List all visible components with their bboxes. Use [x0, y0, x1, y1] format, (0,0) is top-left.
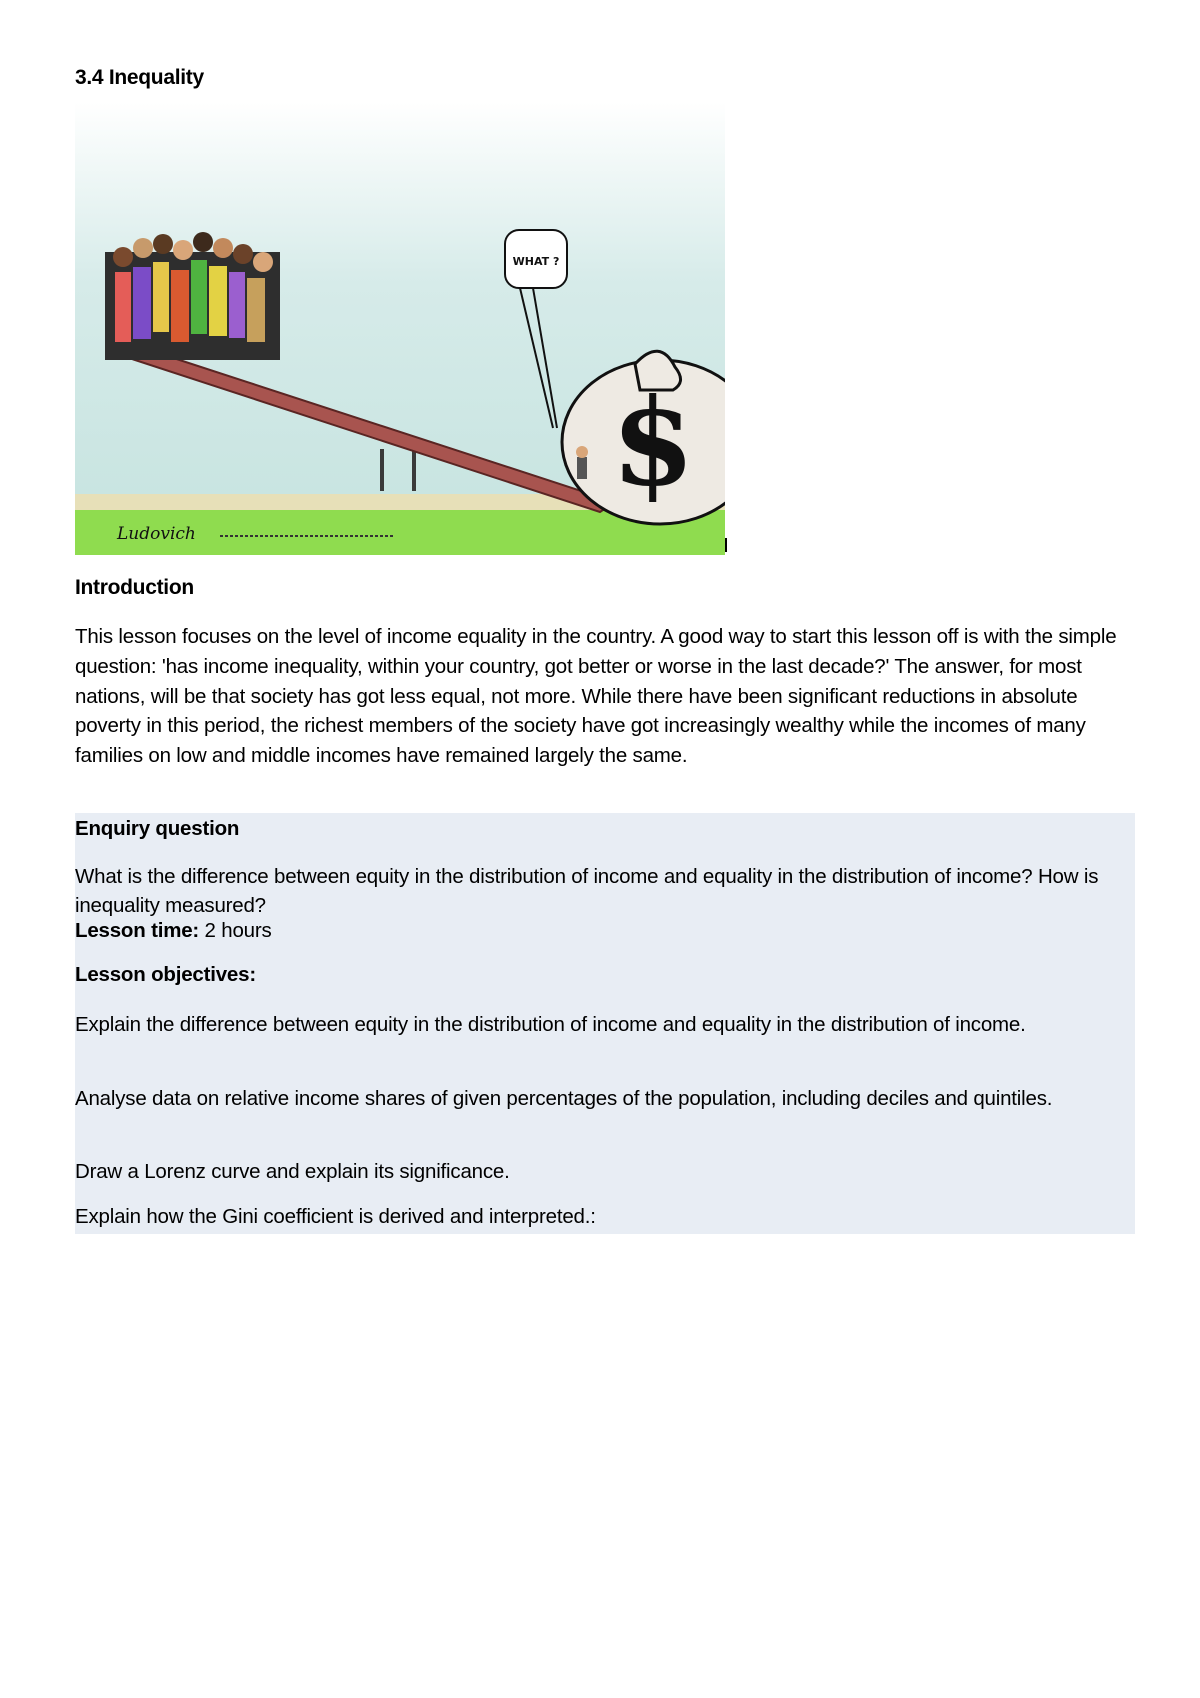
introduction-text: This lesson focuses on the level of income equality in the country. A good way to start this lesson off is with the simple question: 'has income inequality, within your country, got better or worse in the last decade?' The answer, for most nations, will be that society has got less equal, not more. While there have been significant reductions in absolute poverty in this period, the richest members of the society have got increasingly wealthy while the incomes of many families on low and middle incomes have remained largely the same. — [75, 625, 1117, 768]
objective-item: Analyse data on relative income shares of given percentages of the population, including deciles and quintiles. — [75, 1087, 1053, 1110]
objective-item: Draw a Lorenz curve and explain its significance. — [75, 1160, 510, 1183]
lesson-time — [75, 919, 272, 943]
introduction-heading: Introduction — [75, 576, 194, 599]
page-title: 3.4 Inequality — [75, 66, 204, 89]
lesson-time-label: Lesson time: — [75, 919, 200, 942]
enquiry-panel — [75, 813, 1135, 1234]
svg-text:$: $ — [611, 372, 695, 513]
cartoon-signature: Ludovich — [117, 524, 196, 544]
objectives-heading: Lesson objectives: — [75, 963, 256, 986]
objective-item: Explain how the Gini coefficient is derived and interpreted.: — [75, 1205, 596, 1228]
inequality-cartoon — [75, 102, 725, 555]
objective-item: Explain the difference between equity in the distribution of income and equality in the distribution of income. — [75, 1013, 1026, 1036]
enquiry-text: What is the difference between equity in the distribution of income and equality in the distribution of income? How is inequality measured? — [75, 865, 1099, 917]
lesson-time-value: 2 hours — [199, 919, 272, 942]
enquiry-heading: Enquiry question — [75, 817, 240, 840]
figure-anchor-mark — [725, 538, 727, 552]
svg-text:WHAT ?: WHAT ? — [512, 255, 560, 268]
